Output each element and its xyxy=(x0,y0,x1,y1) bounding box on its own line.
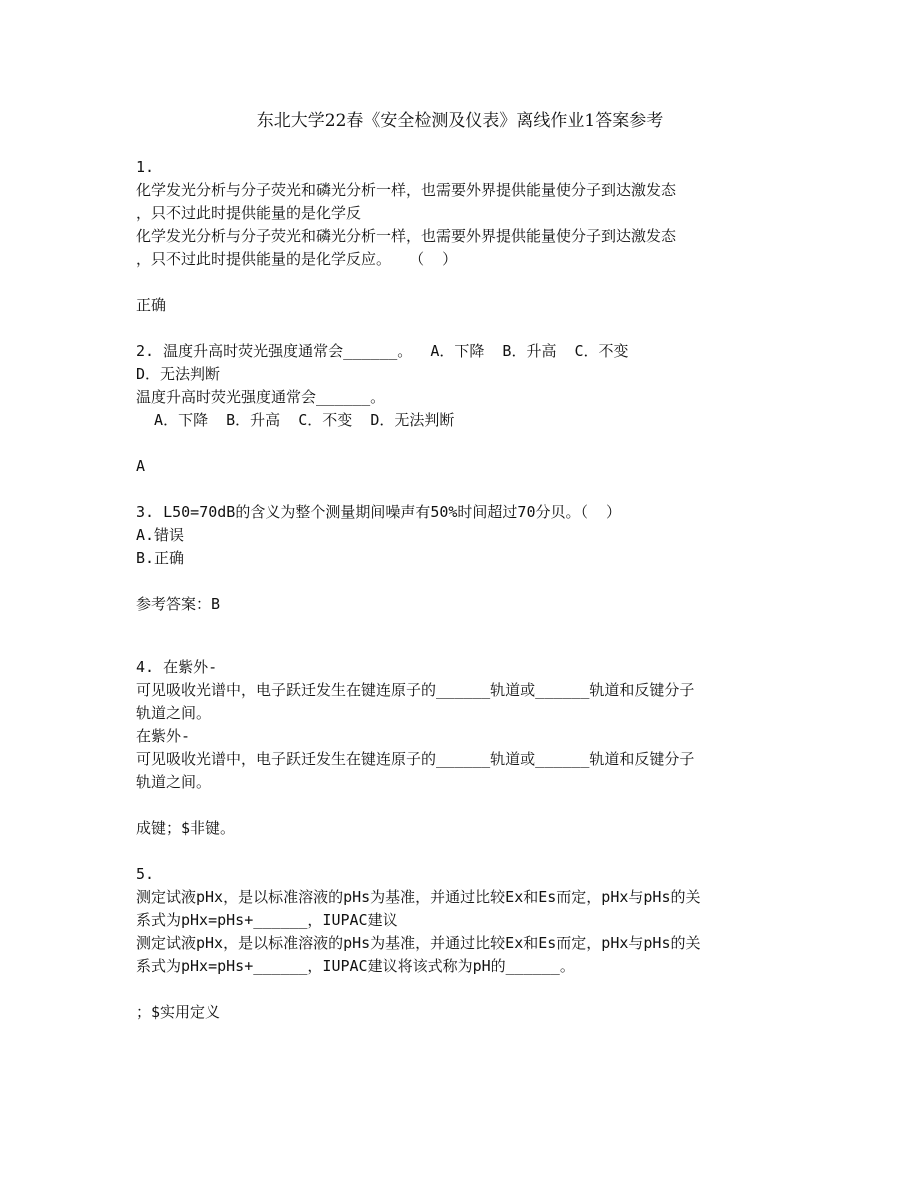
question-3-option-a: A.错误 xyxy=(136,526,185,544)
question-5-answer: ；$实用定义 xyxy=(136,1003,221,1021)
question-5 xyxy=(136,863,796,1024)
question-4-text-line: 可见吸收光谱中，电子跃迁发生在键连原子的______轨道或______轨道和反键分子 xyxy=(136,750,695,768)
question-4 xyxy=(136,656,796,840)
question-2 xyxy=(136,340,796,478)
question-1-text-line: ，只不过此时提供能量的是化学反 xyxy=(136,204,362,222)
question-3 xyxy=(136,501,796,616)
question-2-text-line: 2. 温度升高时荧光强度通常会______。 A．下降 B．升高 C．不变 xyxy=(136,342,629,360)
question-4-text-line: 轨道之间。 xyxy=(136,773,212,791)
question-3-option-b: B.正确 xyxy=(136,549,185,567)
question-5-text-line: 系式为pHx=pHs+______，IUPAC建议将该式称为pH的______。 xyxy=(136,957,575,975)
question-4-text-line: 在紫外- xyxy=(136,727,191,745)
question-1-text-line: 化学发光分析与分子荧光和磷光分析一样，也需要外界提供能量使分子到达激发态 xyxy=(136,227,677,245)
document-body xyxy=(136,156,796,1024)
document-title: 东北大学22春《安全检测及仪表》离线作业1答案参考 xyxy=(256,111,664,131)
question-4-text-line: 可见吸收光谱中，电子跃迁发生在键连原子的______轨道或______轨道和反键分子 xyxy=(136,681,695,699)
question-3-text-line: 3. L50=70dB的含义为整个测量期间噪声有50%时间超过70分贝。（ ） xyxy=(136,503,622,521)
question-5-text-line: 测定试液pHx，是以标准溶液的pHs为基准，并通过比较Ex和Es而定，pHx与pHs的关 xyxy=(136,888,701,906)
question-5-text-line: 系式为pHx=pHs+______，IUPAC建议 xyxy=(136,911,398,929)
question-5-number: 5. xyxy=(136,865,155,883)
question-2-text-line: A．下降 B．升高 C．不变 D．无法判断 xyxy=(136,411,455,429)
question-4-text-line: 4. 在紫外- xyxy=(136,658,218,676)
question-5-text-line: 测定试液pHx，是以标准溶液的pHs为基准，并通过比较Ex和Es而定，pHx与pHs的关 xyxy=(136,934,701,952)
question-1-answer: 正确 xyxy=(136,296,167,314)
question-2-text-line: D．无法判断 xyxy=(136,365,221,383)
question-4-answer: 成键；$非键。 xyxy=(136,819,236,837)
question-1-text-line: 化学发光分析与分子荧光和磷光分析一样，也需要外界提供能量使分子到达激发态 xyxy=(136,181,677,199)
question-2-answer: A xyxy=(136,457,146,475)
question-1-number: 1. xyxy=(136,158,155,176)
question-2-text-line: 温度升高时荧光强度通常会______。 xyxy=(136,388,386,406)
question-1 xyxy=(136,156,796,317)
question-4-text-line: 轨道之间。 xyxy=(136,704,212,722)
question-3-answer: 参考答案：B xyxy=(136,595,221,613)
question-1-text-line: ，只不过此时提供能量的是化学反应。 （ ） xyxy=(136,250,458,268)
